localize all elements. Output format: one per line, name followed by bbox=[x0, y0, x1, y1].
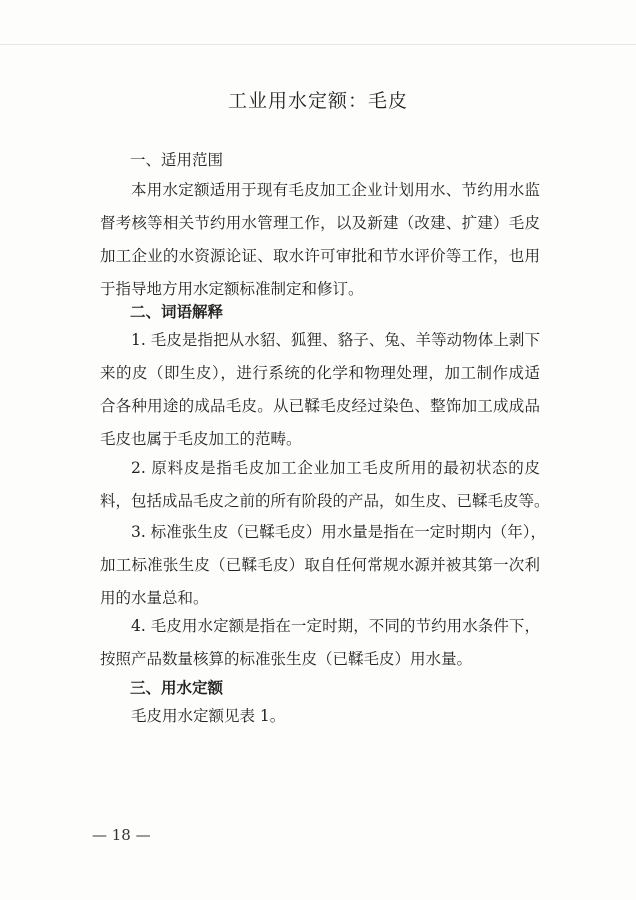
paragraph-line: 毛皮也属于毛皮加工的范畴。 bbox=[100, 430, 302, 448]
paragraph-line: 2. 原料皮是指毛皮加工企业加工毛皮所用的最初状态的皮 bbox=[131, 459, 540, 477]
paragraph-line: 按照产品数量核算的标准张生皮（已鞣毛皮）用水量。 bbox=[100, 650, 473, 668]
paragraph-line: 督考核等相关节约用水管理工作，以及新建（改建、扩建）毛皮 bbox=[100, 214, 540, 232]
paragraph-line: 料，包括成品毛皮之前的所有阶段的产品，如生皮、已鞣毛皮等。 bbox=[100, 492, 550, 510]
paragraph-line: 来的皮（即生皮），进行系统的化学和物理处理，加工制作成适 bbox=[100, 364, 540, 382]
section-heading-scope: 一、适用范围 bbox=[130, 151, 224, 169]
paragraph-line: 加工标准张生皮（已鞣毛皮）取自任何常规水源并被其第一次利 bbox=[100, 556, 540, 574]
paragraph-line: 合各种用途的成品毛皮。从已鞣毛皮经过染色、整饰加工成成品 bbox=[100, 397, 540, 415]
section-heading-definitions: 二、词语解释 bbox=[130, 303, 224, 321]
paragraph-scope bbox=[100, 174, 540, 306]
paragraph-line: 1. 毛皮是指把从水貂、狐狸、貉子、兔、羊等动物体上剥下 bbox=[131, 331, 540, 349]
paragraph-line: 于指导地方用水定额标准制定和修订。 bbox=[100, 280, 364, 298]
paragraph-line: 加工企业的水资源论证、取水许可审批和节水评价等工作，也用 bbox=[100, 247, 540, 265]
definition-item-4 bbox=[100, 610, 540, 676]
paragraph-quota bbox=[100, 700, 540, 733]
paragraph-line: 4. 毛皮用水定额是指在一定时期，不同的节约用水条件下， bbox=[131, 617, 540, 635]
paragraph-line: 毛皮用水定额见表 1。 bbox=[131, 707, 286, 725]
paragraph-line: 本用水定额适用于现有毛皮加工企业计划用水、节约用水监 bbox=[131, 181, 540, 199]
page-number: — 18 — bbox=[92, 826, 151, 844]
paragraph-line: 用的水量总和。 bbox=[100, 589, 209, 607]
paragraph-line: 3. 标准张生皮（已鞣毛皮）用水量是指在一定时期内（年）， bbox=[131, 523, 546, 541]
scan-edge-line bbox=[0, 44, 636, 45]
section-heading-quota: 三、用水定额 bbox=[130, 679, 224, 697]
definition-item-3 bbox=[100, 516, 546, 615]
document-title: 工业用水定额：毛皮 bbox=[227, 90, 408, 112]
definition-item-2 bbox=[100, 452, 550, 518]
definition-item-1 bbox=[100, 324, 540, 456]
